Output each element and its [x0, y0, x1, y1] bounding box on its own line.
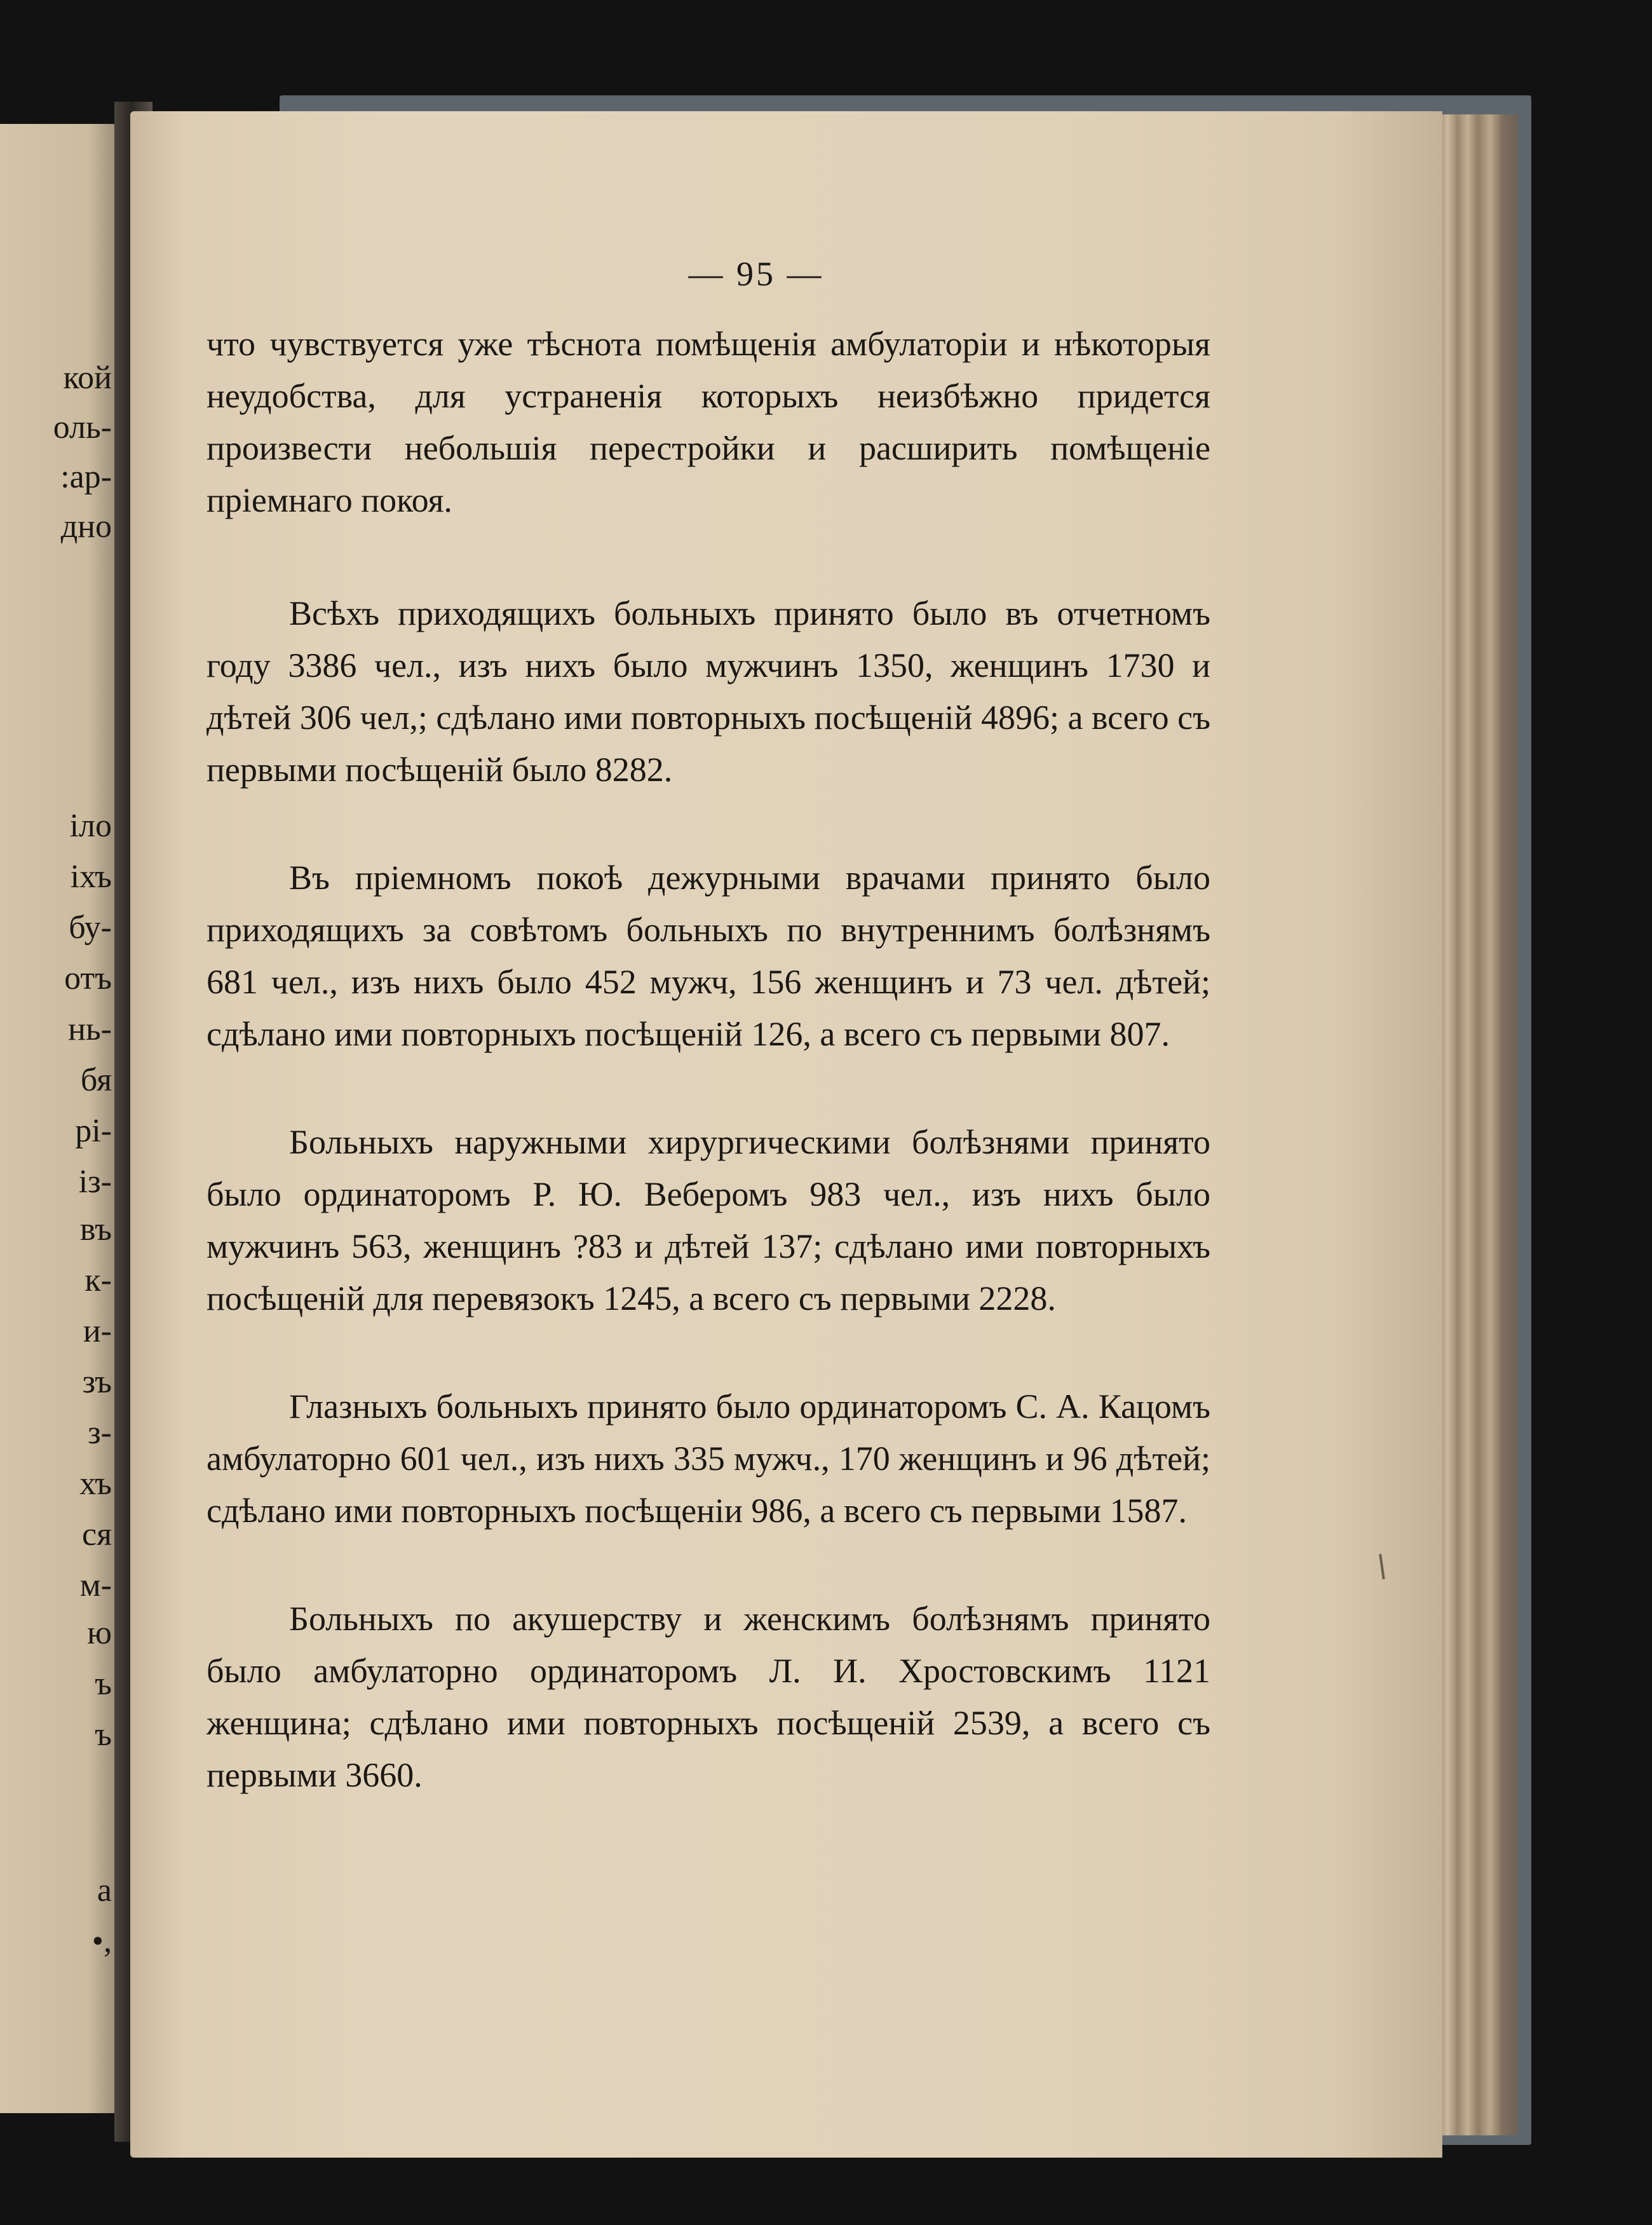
paragraph: Больныхъ по акушерству и женскимъ болѣзнямъ принято было амбулаторно ординаторомъ Л. И. Хростовскимъ 1121 женщина; сдѣлано ими повторныхъ посѣщеній 2539, а всего съ первыми 3660.: [207, 1600, 1210, 1794]
left-fragment: іло: [69, 808, 112, 844]
left-fragment: рі-: [75, 1113, 112, 1149]
left-fragment: хъ: [79, 1466, 112, 1502]
page-number: — 95 —: [688, 255, 824, 293]
left-fragment: з-: [88, 1415, 112, 1451]
paragraph: Глазныхъ больныхъ принято было ординаторомъ С. А. Кацомъ амбулаторно 601 чел., изъ нихъ 335 мужч., 170 женщинъ и 96 дѣтей; сдѣлано ими повторныхъ посѣщеніи 986, а всего съ первыми 1587.: [207, 1387, 1210, 1530]
paragraph: Больныхъ наружными хирургическими болѣзнями принято было ординаторомъ Р. Ю. Веберомъ 983 чел., изъ нихъ было мужчинъ 563, женщинъ ?83 и дѣтей 137; сдѣлано ими повторныхъ посѣщеній для перевязокъ 1245, а всего съ первыми 2228.: [207, 1123, 1210, 1317]
paragraph: что чувствуется уже тѣснота помѣщенія амбулаторіи и нѣкоторыя неудобства, для устраненія которыхъ неизбѣжно придется произвести небольшія перестройки и расширить помѣщеніе пріемнаго покоя.: [207, 325, 1210, 519]
left-fragment: отъ: [64, 960, 112, 997]
left-fragment: м-: [79, 1567, 112, 1603]
left-fragment: а: [97, 1872, 112, 1909]
left-fragment: кой: [63, 360, 112, 396]
left-fragment: •,: [91, 1923, 112, 1959]
left-fragment: іхъ: [70, 859, 112, 895]
left-fragment: ъ: [95, 1666, 112, 1702]
left-fragment: въ: [79, 1211, 112, 1248]
left-fragment: дно: [60, 508, 112, 545]
left-fragment: к-: [85, 1262, 112, 1298]
left-fragment: оль-: [53, 409, 112, 446]
page-content: [207, 254, 1210, 1857]
left-page-text: [0, 0, 114, 2225]
paragraph: Въ пріемномъ покоѣ дежурными врачами принято было приходящихъ за совѣтомъ больныхъ по внутреннимъ болѣзнямъ 681 чел., изъ нихъ было 452 мужч, 156 женщинъ и 73 чел. дѣтей; сдѣлано ими повторныхъ посѣщеній 126, а всего съ первыми 807.: [207, 859, 1210, 1053]
left-fragment: ю: [87, 1615, 112, 1651]
left-fragment: и-: [83, 1313, 112, 1349]
left-fragment: бу-: [69, 909, 112, 946]
left-fragment: нь-: [68, 1011, 112, 1047]
left-fragment: ся: [82, 1516, 112, 1553]
left-fragment: ъ: [95, 1717, 112, 1753]
pencil-mark: [1379, 1554, 1385, 1579]
left-fragment: із-: [78, 1164, 112, 1200]
left-fragment: зъ: [82, 1364, 112, 1400]
left-fragment: бя: [80, 1062, 112, 1098]
left-fragment: :ар-: [60, 459, 112, 495]
paragraph: Всѣхъ приходящихъ больныхъ принято было въ отчетномъ году 3386 чел., изъ нихъ было мужчинъ 1350, женщинъ 1730 и дѣтей 306 чел,; сдѣлано ими повторныхъ посѣщеній 4896; а всего съ первыми посѣщеній было 8282.: [207, 594, 1210, 789]
